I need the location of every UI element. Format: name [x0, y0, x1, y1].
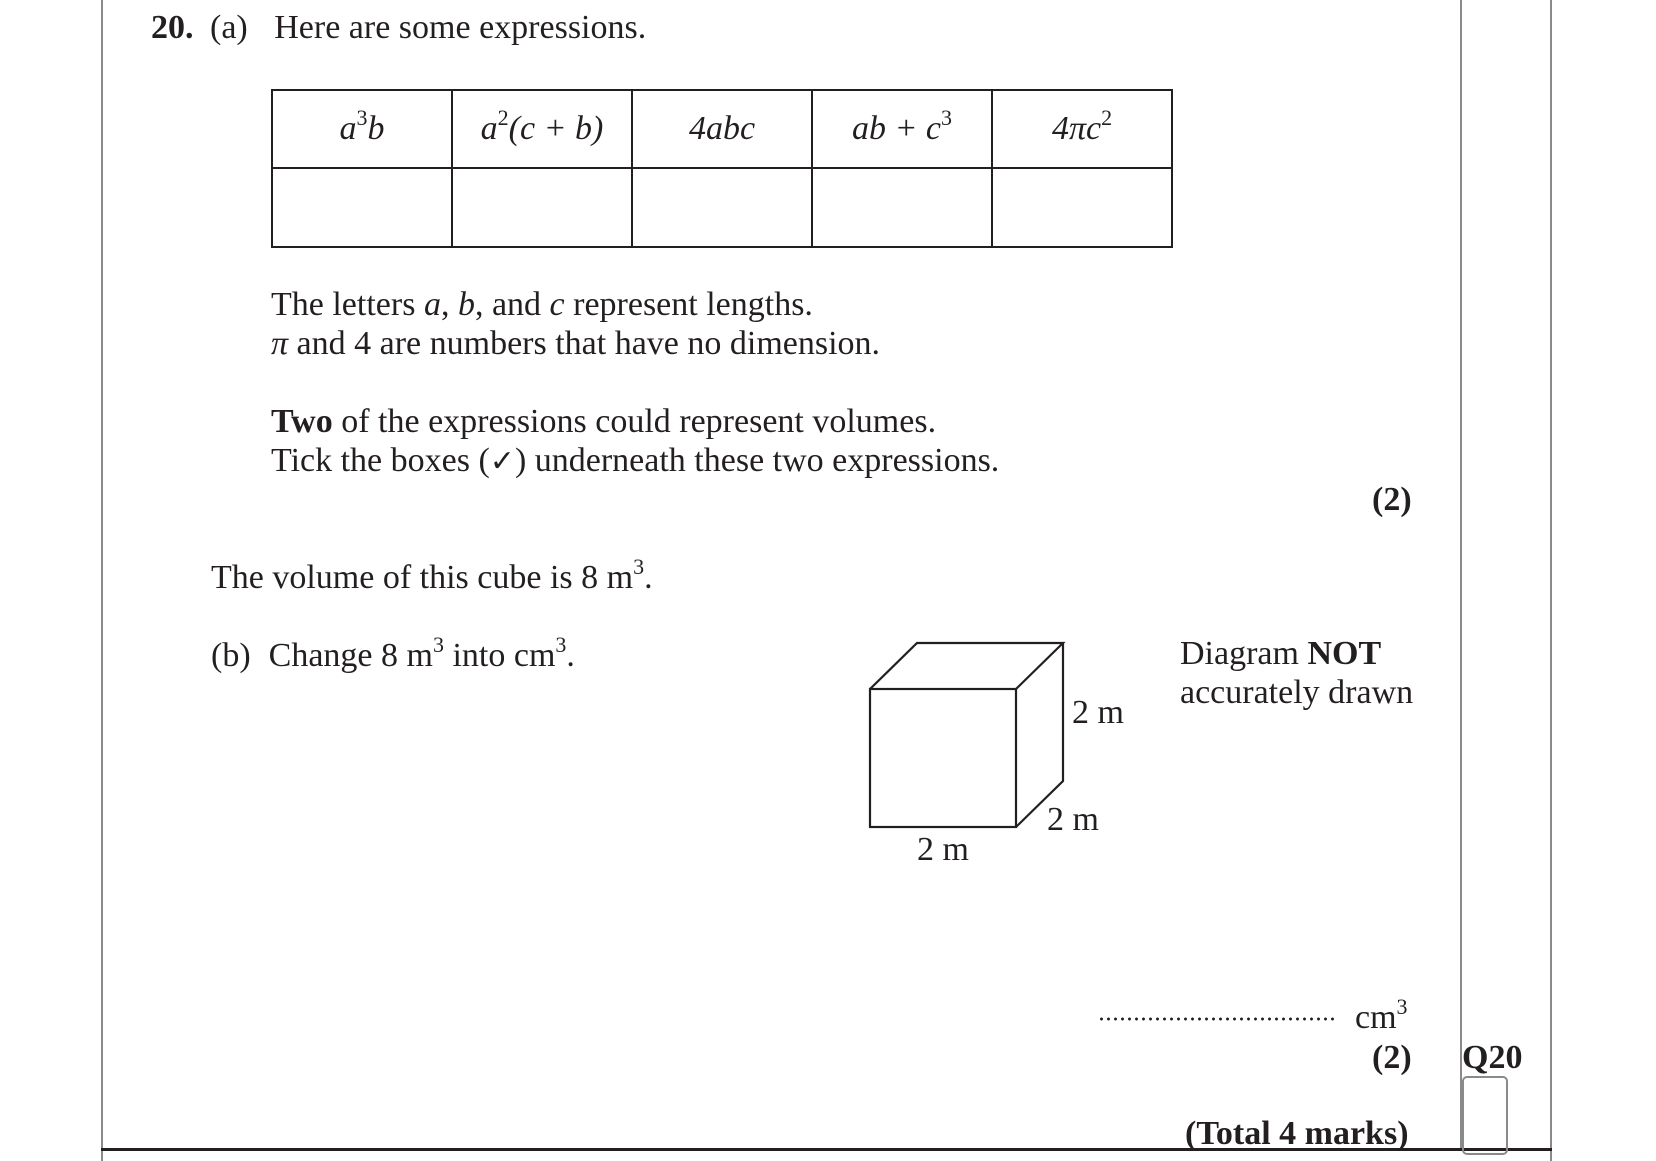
- outer-margin-line: [1550, 0, 1552, 1161]
- tick-box-5[interactable]: [992, 168, 1172, 247]
- tick-box-1[interactable]: [272, 168, 452, 247]
- tick-box-3[interactable]: [632, 168, 812, 247]
- part-a-intro: Here are some expressions.: [274, 9, 647, 46]
- right-margin-line: [1460, 0, 1462, 1148]
- answer-unit: $cm^3$: [1355, 994, 1408, 1036]
- expression-row: [272, 90, 1172, 168]
- tick-box-2[interactable]: [452, 168, 632, 247]
- part-b-marks: (2): [1372, 1039, 1412, 1076]
- expression-cell-1: $a^3b$: [272, 90, 452, 168]
- question-margin-label: Q20: [1462, 1039, 1523, 1076]
- cube-diagram: [860, 636, 1070, 836]
- expression-cell-2: $a^2(c + b)$: [452, 90, 632, 168]
- instruction-dimension: π and 4 are numbers that have no dimension.: [271, 325, 881, 362]
- expression-cell-5: $4\pi c^2$: [992, 90, 1172, 168]
- instruction-volumes: Two of the expressions could represent volumes.: [271, 403, 937, 440]
- question-number: 20.: [151, 9, 194, 46]
- instruction-lengths: The letters a, b, and c represent lengths.: [271, 286, 813, 323]
- instruction-tick: Tick the boxes (✓) underneath these two expressions.: [271, 442, 1000, 479]
- part-a-marks: (2): [1372, 481, 1412, 518]
- part-b-label: (b): [211, 637, 251, 674]
- expression-cell-3: 4abc: [632, 90, 812, 168]
- cube-top-edges: [870, 643, 1063, 689]
- expression-cell-4: ab + $c^3$: [812, 90, 992, 168]
- diagram-note-line2: accurately drawn: [1180, 674, 1414, 711]
- cube-depth-label: 2 m: [1047, 801, 1099, 838]
- cube-front-face: [870, 689, 1016, 827]
- tick-icon: ✓: [489, 444, 515, 479]
- tick-box-row: [272, 168, 1172, 247]
- part-a-label: (a): [210, 9, 248, 46]
- cube-volume-statement: The volume of this cube is 8 $m^3$.: [211, 554, 653, 596]
- expression-table: [271, 89, 1173, 248]
- question-header: [151, 8, 646, 48]
- tick-box-4[interactable]: [812, 168, 992, 247]
- total-marks: (Total 4 marks): [1185, 1115, 1409, 1152]
- part-b-question: (b) Change 8 $m^3$ into $cm^3$.: [211, 632, 575, 674]
- answer-line[interactable]: [1098, 1015, 1334, 1023]
- cube-width-label: 2 m: [917, 831, 969, 868]
- margin-mark-box: [1462, 1076, 1508, 1155]
- left-margin-line: [101, 0, 103, 1161]
- cube-height-label: 2 m: [1072, 694, 1124, 731]
- diagram-note: Diagram NOT: [1180, 635, 1382, 672]
